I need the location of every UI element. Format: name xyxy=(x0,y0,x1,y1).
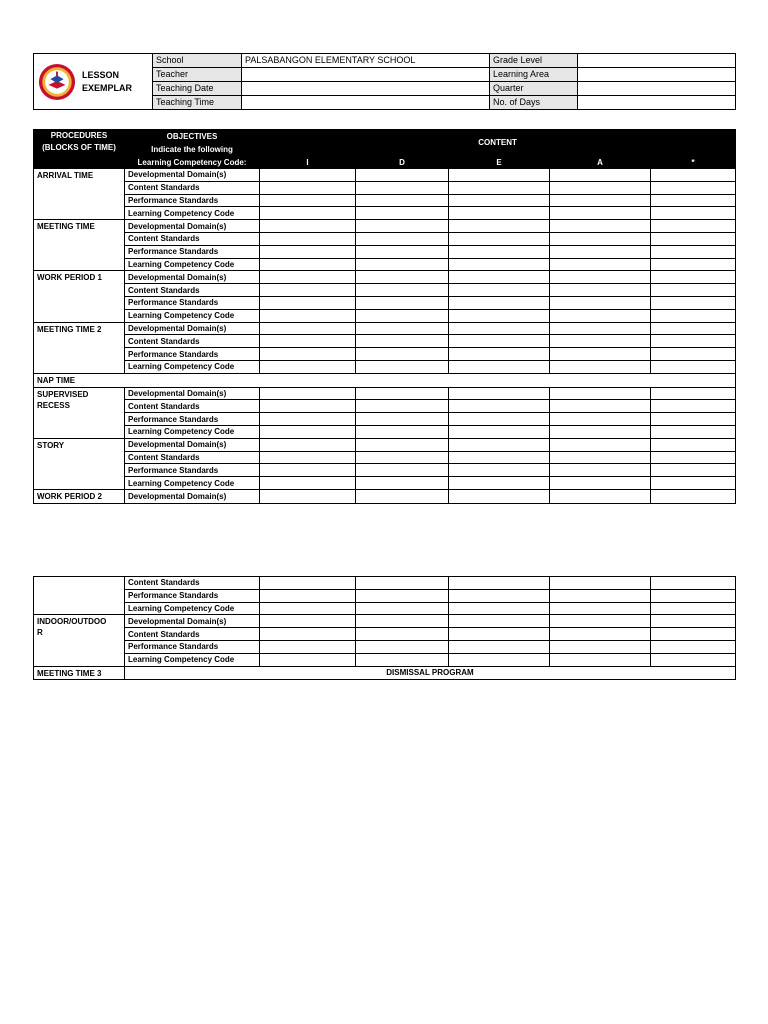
content-cell[interactable] xyxy=(449,348,550,361)
content-cell[interactable] xyxy=(356,258,449,271)
table-row xyxy=(34,589,736,602)
block-work-period-2: WORK PERIOD 2 xyxy=(34,489,125,503)
value-teaching-date[interactable] xyxy=(242,82,490,96)
content-cell[interactable] xyxy=(651,589,736,602)
content-cell[interactable] xyxy=(651,602,736,615)
table-row xyxy=(34,271,736,284)
content-cell[interactable] xyxy=(260,284,356,297)
content-cell[interactable] xyxy=(449,489,550,503)
content-cell[interactable] xyxy=(651,245,736,258)
content-cell[interactable] xyxy=(260,640,356,653)
objective-label: Developmental Domain(s) xyxy=(125,387,260,400)
objective-label: Performance Standards xyxy=(125,640,260,653)
label-learning-area: Learning Area xyxy=(490,68,578,82)
content-cell[interactable] xyxy=(651,400,736,413)
content-cell[interactable] xyxy=(651,335,736,348)
col-header-star: * xyxy=(651,156,736,169)
objective-label: Content Standards xyxy=(125,400,260,413)
content-cell[interactable] xyxy=(260,602,356,615)
col-header-e: E xyxy=(449,156,550,169)
content-cell[interactable] xyxy=(550,322,651,335)
objective-label: Developmental Domain(s) xyxy=(125,615,260,628)
content-cell[interactable] xyxy=(260,258,356,271)
content-cell[interactable] xyxy=(260,413,356,426)
label-grade-level: Grade Level xyxy=(490,54,578,68)
col-header-d: D xyxy=(356,156,449,169)
content-cell[interactable] xyxy=(356,348,449,361)
content-cell[interactable] xyxy=(260,271,356,284)
content-cell[interactable] xyxy=(260,194,356,207)
content-cell[interactable] xyxy=(356,169,449,182)
content-cell[interactable] xyxy=(550,602,651,615)
content-cell[interactable] xyxy=(260,477,356,490)
content-cell[interactable] xyxy=(449,169,550,182)
table-row xyxy=(34,425,736,438)
table-row xyxy=(34,194,736,207)
content-cell[interactable] xyxy=(260,181,356,194)
content-cell[interactable] xyxy=(356,413,449,426)
table-row xyxy=(34,322,736,335)
content-cell[interactable] xyxy=(550,335,651,348)
table-row xyxy=(34,245,736,258)
content-cell[interactable] xyxy=(651,653,736,666)
content-cell[interactable] xyxy=(356,425,449,438)
content-cell[interactable] xyxy=(356,360,449,373)
content-cell[interactable] xyxy=(356,640,449,653)
content-cell[interactable] xyxy=(550,413,651,426)
content-cell[interactable] xyxy=(260,425,356,438)
objective-label: Learning Competency Code xyxy=(125,258,260,271)
objective-label: Learning Competency Code xyxy=(125,477,260,490)
content-cell[interactable] xyxy=(260,296,356,309)
table-row xyxy=(34,577,736,590)
content-cell[interactable] xyxy=(356,309,449,322)
label-teacher: Teacher xyxy=(153,68,242,82)
content-cell[interactable] xyxy=(550,400,651,413)
objective-label: Learning Competency Code xyxy=(125,425,260,438)
objective-label: Content Standards xyxy=(125,628,260,641)
content-cell[interactable] xyxy=(651,271,736,284)
doc-title-line2: EXEMPLAR xyxy=(82,82,133,93)
objective-label: Developmental Domain(s) xyxy=(125,169,260,182)
content-cell[interactable] xyxy=(260,220,356,233)
content-cell[interactable] xyxy=(356,615,449,628)
value-quarter[interactable] xyxy=(578,82,736,96)
content-cell[interactable] xyxy=(550,348,651,361)
objective-label: Performance Standards xyxy=(125,348,260,361)
content-cell[interactable] xyxy=(651,489,736,503)
content-cell[interactable] xyxy=(550,271,651,284)
logo-title-cell xyxy=(34,54,153,110)
content-cell[interactable] xyxy=(550,451,651,464)
content-cell[interactable] xyxy=(651,387,736,400)
content-cell[interactable] xyxy=(260,628,356,641)
label-teaching-time: Teaching Time xyxy=(153,96,242,110)
content-cell[interactable] xyxy=(260,309,356,322)
content-cell[interactable] xyxy=(550,387,651,400)
content-cell[interactable] xyxy=(260,577,356,590)
content-cell[interactable] xyxy=(356,464,449,477)
col-header-a: A xyxy=(550,156,651,169)
content-cell[interactable] xyxy=(550,653,651,666)
content-cell[interactable] xyxy=(651,284,736,297)
table-row xyxy=(34,207,736,220)
table-row xyxy=(34,489,736,503)
content-cell[interactable] xyxy=(449,451,550,464)
content-cell[interactable] xyxy=(356,387,449,400)
content-cell[interactable] xyxy=(550,258,651,271)
content-cell[interactable] xyxy=(550,438,651,451)
content-cell[interactable] xyxy=(260,489,356,503)
content-cell[interactable] xyxy=(550,296,651,309)
content-cell[interactable] xyxy=(260,400,356,413)
content-cell[interactable] xyxy=(550,284,651,297)
content-cell[interactable] xyxy=(550,425,651,438)
procedures-header: PROCEDURES (BLOCKS OF TIME) xyxy=(34,130,125,169)
content-cell[interactable] xyxy=(550,640,651,653)
content-cell[interactable] xyxy=(356,602,449,615)
content-cell[interactable] xyxy=(550,464,651,477)
content-cell[interactable] xyxy=(449,322,550,335)
objective-label: Content Standards xyxy=(125,451,260,464)
objective-label: Learning Competency Code xyxy=(125,653,260,666)
content-cell[interactable] xyxy=(260,207,356,220)
label-school: School xyxy=(153,54,242,68)
content-cell[interactable] xyxy=(449,577,550,590)
header-table xyxy=(33,53,736,110)
content-cell[interactable] xyxy=(449,207,550,220)
content-cell[interactable] xyxy=(651,464,736,477)
content-cell[interactable] xyxy=(449,602,550,615)
content-cell[interactable] xyxy=(356,451,449,464)
table-row xyxy=(34,258,736,271)
content-cell[interactable] xyxy=(260,335,356,348)
objective-label: Performance Standards xyxy=(125,245,260,258)
content-cell[interactable] xyxy=(449,194,550,207)
content-cell[interactable] xyxy=(550,615,651,628)
content-cell[interactable] xyxy=(449,335,550,348)
content-cell[interactable] xyxy=(449,220,550,233)
content-cell[interactable] xyxy=(651,615,736,628)
procedures-table-continued xyxy=(33,576,736,680)
objective-label: Performance Standards xyxy=(125,194,260,207)
objective-label: Learning Competency Code xyxy=(125,602,260,615)
table-row xyxy=(34,169,736,182)
content-cell[interactable] xyxy=(550,169,651,182)
content-cell[interactable] xyxy=(260,322,356,335)
block-meeting-time-3: MEETING TIME 3 xyxy=(34,666,125,680)
table-row xyxy=(34,309,736,322)
table-row xyxy=(34,413,736,426)
objective-label: Developmental Domain(s) xyxy=(125,489,260,503)
content-cell[interactable] xyxy=(449,400,550,413)
content-cell[interactable] xyxy=(550,589,651,602)
content-cell[interactable] xyxy=(356,322,449,335)
table-row xyxy=(34,296,736,309)
content-cell[interactable] xyxy=(356,220,449,233)
content-cell[interactable] xyxy=(550,232,651,245)
content-cell[interactable] xyxy=(651,232,736,245)
content-cell[interactable] xyxy=(356,207,449,220)
content-cell[interactable] xyxy=(356,284,449,297)
content-cell[interactable] xyxy=(356,245,449,258)
table-row xyxy=(34,400,736,413)
content-cell[interactable] xyxy=(651,169,736,182)
content-cell[interactable] xyxy=(260,360,356,373)
label-quarter: Quarter xyxy=(490,82,578,96)
block-meeting-time: MEETING TIME xyxy=(34,220,125,271)
content-cell[interactable] xyxy=(449,653,550,666)
objective-label: Performance Standards xyxy=(125,296,260,309)
content-cell[interactable] xyxy=(449,309,550,322)
block-work-period-1: WORK PERIOD 1 xyxy=(34,271,125,322)
content-cell[interactable] xyxy=(356,589,449,602)
content-cell[interactable] xyxy=(550,194,651,207)
table-row xyxy=(34,640,736,653)
table-row xyxy=(34,451,736,464)
table-row xyxy=(34,373,736,387)
col-header-i: I xyxy=(260,156,356,169)
doc-title-line1: LESSON xyxy=(82,69,120,80)
objective-label: Content Standards xyxy=(125,577,260,590)
content-cell[interactable] xyxy=(550,628,651,641)
content-cell[interactable] xyxy=(651,207,736,220)
content-cell[interactable] xyxy=(449,284,550,297)
value-teacher[interactable] xyxy=(242,68,490,82)
content-cell[interactable] xyxy=(356,296,449,309)
content-cell[interactable] xyxy=(260,245,356,258)
objective-label: Content Standards xyxy=(125,232,260,245)
value-teaching-time[interactable] xyxy=(242,96,490,110)
table-row xyxy=(34,232,736,245)
content-cell[interactable] xyxy=(651,296,736,309)
content-cell[interactable] xyxy=(449,438,550,451)
objective-label: Learning Competency Code xyxy=(125,360,260,373)
content-cell[interactable] xyxy=(356,194,449,207)
table-row xyxy=(34,653,736,666)
content-cell[interactable] xyxy=(651,628,736,641)
content-cell[interactable] xyxy=(651,413,736,426)
dismissal-program: DISMISSAL PROGRAM xyxy=(125,666,736,680)
content-cell[interactable] xyxy=(651,425,736,438)
objective-label: Developmental Domain(s) xyxy=(125,220,260,233)
content-cell[interactable] xyxy=(651,181,736,194)
label-teaching-date: Teaching Date xyxy=(153,82,242,96)
content-cell[interactable] xyxy=(550,489,651,503)
block-arrival-time: ARRIVAL TIME xyxy=(34,169,125,220)
table-row xyxy=(34,615,736,628)
content-cell[interactable] xyxy=(449,464,550,477)
objective-label: Developmental Domain(s) xyxy=(125,271,260,284)
content-cell[interactable] xyxy=(356,181,449,194)
content-cell[interactable] xyxy=(449,271,550,284)
objective-label: Developmental Domain(s) xyxy=(125,322,260,335)
content-cell[interactable] xyxy=(449,477,550,490)
content-cell[interactable] xyxy=(550,477,651,490)
table-row xyxy=(34,335,736,348)
content-cell[interactable] xyxy=(449,181,550,194)
value-grade-level[interactable] xyxy=(578,54,736,68)
table-row xyxy=(34,220,736,233)
label-no-of-days: No. of Days xyxy=(490,96,578,110)
content-cell[interactable] xyxy=(260,653,356,666)
content-cell[interactable] xyxy=(651,322,736,335)
table-row xyxy=(34,477,736,490)
content-header: CONTENT xyxy=(260,130,736,156)
value-no-of-days[interactable] xyxy=(578,96,736,110)
content-cell[interactable] xyxy=(260,438,356,451)
table-row xyxy=(34,602,736,615)
content-cell[interactable] xyxy=(356,438,449,451)
content-cell[interactable] xyxy=(449,360,550,373)
objective-label: Performance Standards xyxy=(125,464,260,477)
table-row xyxy=(34,360,736,373)
content-cell[interactable] xyxy=(651,360,736,373)
objective-label: Content Standards xyxy=(125,335,260,348)
content-cell[interactable] xyxy=(651,577,736,590)
content-cell[interactable] xyxy=(260,387,356,400)
objective-label: Performance Standards xyxy=(125,413,260,426)
block-meeting-time-2: MEETING TIME 2 xyxy=(34,322,125,373)
content-cell[interactable] xyxy=(651,438,736,451)
content-cell[interactable] xyxy=(651,258,736,271)
content-cell[interactable] xyxy=(356,400,449,413)
content-cell[interactable] xyxy=(449,589,550,602)
content-cell[interactable] xyxy=(550,207,651,220)
content-cell[interactable] xyxy=(449,628,550,641)
value-learning-area[interactable] xyxy=(578,68,736,82)
table-row xyxy=(34,464,736,477)
table-row xyxy=(34,438,736,451)
objective-label: Learning Competency Code xyxy=(125,309,260,322)
content-cell[interactable] xyxy=(260,451,356,464)
content-cell[interactable] xyxy=(651,309,736,322)
objective-label: Content Standards xyxy=(125,284,260,297)
content-cell[interactable] xyxy=(260,464,356,477)
content-cell[interactable] xyxy=(260,589,356,602)
objective-label: Learning Competency Code xyxy=(125,207,260,220)
block-story: STORY xyxy=(34,438,125,489)
objective-label: Content Standards xyxy=(125,181,260,194)
block-nap-time: NAP TIME xyxy=(34,373,736,387)
content-cell[interactable] xyxy=(449,425,550,438)
block-work-period-2-cont xyxy=(34,577,125,615)
content-cell[interactable] xyxy=(260,615,356,628)
table-row xyxy=(34,666,736,680)
table-row xyxy=(34,284,736,297)
objectives-header-line2: Indicate the following xyxy=(125,143,260,156)
block-indoor-outdoor: INDOOR/OUTDOO R xyxy=(34,615,125,666)
content-cell[interactable] xyxy=(356,577,449,590)
table-row xyxy=(34,181,736,194)
content-cell[interactable] xyxy=(356,628,449,641)
value-school[interactable]: PALSABANGON ELEMENTARY SCHOOL xyxy=(242,54,490,68)
objectives-header-line3: Learning Competency Code: xyxy=(125,156,260,169)
content-cell[interactable] xyxy=(651,348,736,361)
content-cell[interactable] xyxy=(651,194,736,207)
content-cell[interactable] xyxy=(356,489,449,503)
block-supervised-recess: SUPERVISED RECESS xyxy=(34,387,125,438)
content-cell[interactable] xyxy=(449,413,550,426)
procedures-table xyxy=(33,129,736,504)
content-cell[interactable] xyxy=(356,271,449,284)
content-cell[interactable] xyxy=(356,653,449,666)
content-cell[interactable] xyxy=(550,309,651,322)
content-cell[interactable] xyxy=(356,335,449,348)
objective-label: Developmental Domain(s) xyxy=(125,438,260,451)
content-cell[interactable] xyxy=(449,640,550,653)
content-cell[interactable] xyxy=(550,360,651,373)
table-row xyxy=(34,348,736,361)
content-cell[interactable] xyxy=(260,232,356,245)
content-cell[interactable] xyxy=(550,220,651,233)
content-cell[interactable] xyxy=(449,296,550,309)
content-cell[interactable] xyxy=(449,245,550,258)
content-cell[interactable] xyxy=(651,477,736,490)
content-cell[interactable] xyxy=(550,245,651,258)
content-cell[interactable] xyxy=(449,232,550,245)
content-cell[interactable] xyxy=(356,477,449,490)
content-cell[interactable] xyxy=(651,640,736,653)
content-cell[interactable] xyxy=(651,451,736,464)
content-cell[interactable] xyxy=(449,258,550,271)
objective-label: Performance Standards xyxy=(125,589,260,602)
content-cell[interactable] xyxy=(550,577,651,590)
content-cell[interactable] xyxy=(260,169,356,182)
content-cell[interactable] xyxy=(550,181,651,194)
objectives-header-line1: OBJECTIVES xyxy=(125,130,260,143)
table-row xyxy=(34,628,736,641)
content-cell[interactable] xyxy=(449,615,550,628)
content-cell[interactable] xyxy=(356,232,449,245)
school-seal-icon xyxy=(38,63,76,101)
content-cell[interactable] xyxy=(260,348,356,361)
table-row xyxy=(34,387,736,400)
content-cell[interactable] xyxy=(449,387,550,400)
content-cell[interactable] xyxy=(651,220,736,233)
